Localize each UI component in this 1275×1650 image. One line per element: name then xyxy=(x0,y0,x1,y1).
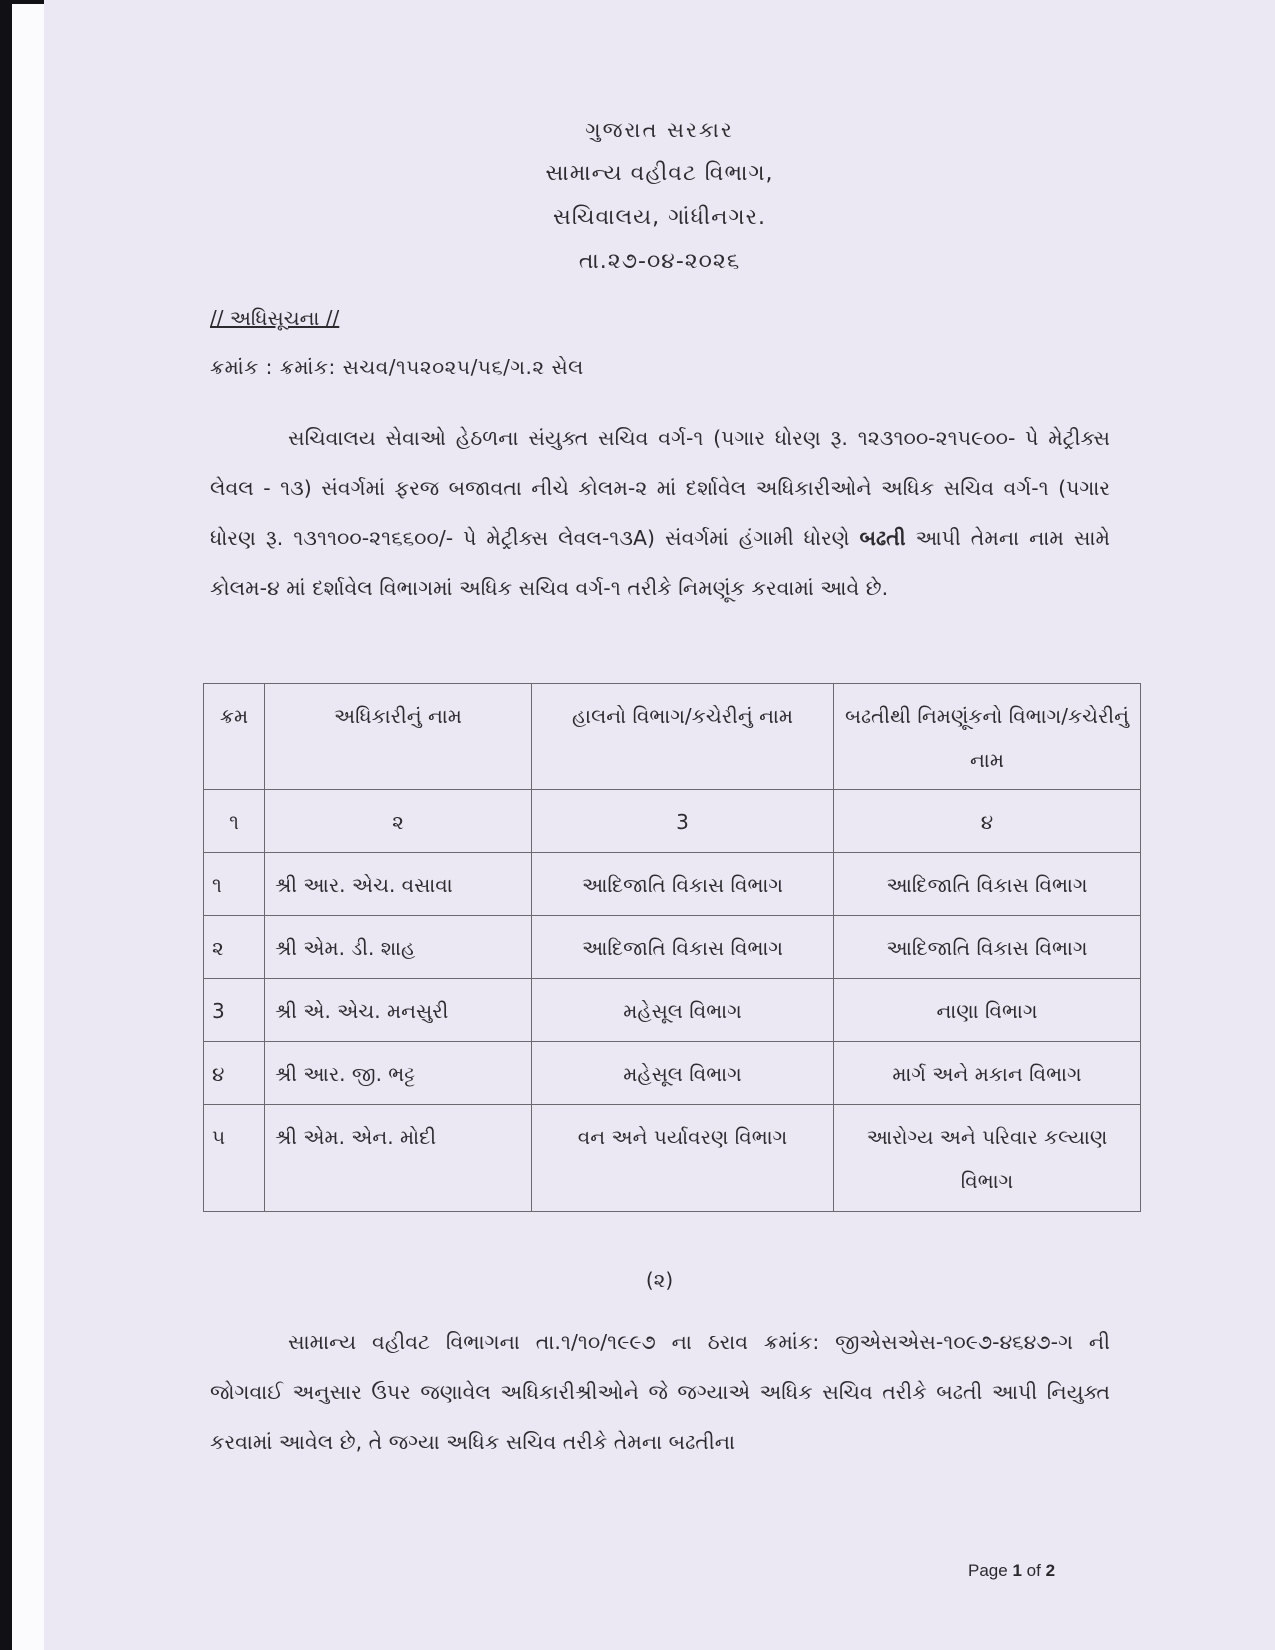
serial-cell: ૪ xyxy=(204,1042,265,1105)
current-page-number: 1 xyxy=(1012,1561,1022,1580)
table-row xyxy=(204,1042,1141,1105)
current-department-cell: વન અને પર્યાવરણ વિભાગ xyxy=(532,1105,834,1212)
officer-name-cell: શ્રી આર. જી. ભટ્ટ xyxy=(265,1042,532,1105)
current-department-cell: મહેસૂલ વિભાગ xyxy=(532,1042,834,1105)
current-department-cell: આદિજાતિ વિકાસ વિભાગ xyxy=(532,853,834,916)
column-number: ૨ xyxy=(265,790,532,853)
department-name: સામાન્ય વહીવટ વિભાગ, xyxy=(545,161,774,186)
new-department-cell: માર્ગ અને મકાન વિભાગ xyxy=(834,1042,1141,1105)
table-row xyxy=(204,916,1141,979)
serial-cell: ૫ xyxy=(204,1105,265,1212)
new-department-cell: આદિજાતિ વિકાસ વિભાગ xyxy=(834,853,1141,916)
paragraph-1-text-a: સચિવાલય સેવાઓ હેઠળના સંયુક્ત સચિવ વર્ગ-૧ (પગાર ધોરણ રૂ. ૧૨૩૧૦૦-૨૧૫૯૦૦- પે મેટ્રીક્સ લેવલ - ૧૩) સંવર્ગમાં ફરજ બજાવતા નીચે કોલમ-૨ માં દર્શાવેલ અધિકારીઓને અધિક સચિવ વર્ગ-૧ (પગાર ધોરણ રૂ. ૧૩૧૧૦૦-૨૧૬૬૦૦/- પે મેટ્રીક્સ લેવલ-૧૩A) સંવર્ગમાં હંગામી ધોરણે xyxy=(210,426,1110,550)
new-department-cell: આદિજાતિ વિકાસ વિભાગ xyxy=(834,916,1141,979)
letterhead xyxy=(44,108,1275,284)
government-name: ગુજરાત સરકાર xyxy=(585,118,734,142)
column-number-row xyxy=(204,790,1141,853)
paragraph-1-text-b: આપી તેમના નામ સામે કોલમ-૪ માં દર્શાવેલ વિભાગમાં અધિક સચિવ વર્ગ-૧ તરીકે નિમણૂંક કરવામાં આવે છે. xyxy=(210,526,1110,600)
header-new-department: બઢતીથી નિમણૂંકનો વિભાગ/કચેરીનું નામ xyxy=(834,684,1141,790)
officer-name-cell: શ્રી એ. એચ. મનસુરી xyxy=(265,979,532,1042)
header-officer-name: અધિકારીનું નામ xyxy=(265,684,532,790)
new-department-cell: આરોગ્ય અને પરિવાર કલ્યાણ વિભાગ xyxy=(834,1105,1141,1212)
scan-border-left xyxy=(0,0,12,1650)
column-number: ૪ xyxy=(834,790,1141,853)
table-row xyxy=(204,979,1141,1042)
notice-title: // અધિસૂચના // xyxy=(210,306,340,330)
scan-margin-strip xyxy=(12,4,44,1650)
paragraph-2-text: સામાન્ય વહીવટ વિભાગના તા.૧/૧૦/૧૯૯૭ ના ઠરાવ ક્રમાંક: જીએસએસ-૧૦૯૭-૪૬૪૭-ગ ની જોગવાઈ અનુસાર ઉપર જણાવેલ અધિકારીશ્રીઓને જે જગ્યાએ અધિક સચિવ તરીકે બઢતી આપી નિયુક્ત કરવામાં આવેલ છે, તે જગ્યા અધિક સચિવ તરીકે તેમના બઢતીના xyxy=(210,1330,1110,1454)
officer-name-cell: શ્રી એમ. ડી. શાહ xyxy=(265,916,532,979)
serial-cell: ૨ xyxy=(204,916,265,979)
new-department-cell: નાણા વિભાગ xyxy=(834,979,1141,1042)
paragraph-2 xyxy=(210,1317,1110,1467)
column-number: 3 xyxy=(532,790,834,853)
document-page xyxy=(44,0,1275,1650)
section-number: (૨) xyxy=(645,1268,674,1292)
table-row xyxy=(204,1105,1141,1212)
header-serial: ક્રમ xyxy=(204,684,265,790)
table-header-row xyxy=(204,684,1141,790)
document-date: તા.૨૭-૦૪-૨૦૨૬ xyxy=(578,249,741,274)
officer-name-cell: શ્રી આર. એચ. વસાવા xyxy=(265,853,532,916)
appointment-table xyxy=(203,683,1141,1212)
officer-name-cell: શ્રી એમ. એન. મોદી xyxy=(265,1105,532,1212)
page-word: Page xyxy=(968,1561,1008,1580)
current-department-cell: આદિજાતિ વિકાસ વિભાગ xyxy=(532,916,834,979)
paragraph-1-bold-word: બઢતી xyxy=(859,526,906,550)
serial-cell: ૧ xyxy=(204,853,265,916)
current-department-cell: મહેસૂલ વિભાગ xyxy=(532,979,834,1042)
of-word: of xyxy=(1026,1561,1041,1580)
paragraph-1 xyxy=(210,413,1110,613)
total-page-count: 2 xyxy=(1045,1561,1056,1580)
header-current-department: હાલનો વિભાગ/કચેરીનું નામ xyxy=(532,684,834,790)
page-number-footer xyxy=(968,1561,1055,1581)
table-row xyxy=(204,853,1141,916)
column-number: ૧ xyxy=(204,790,265,853)
serial-cell: 3 xyxy=(204,979,265,1042)
appointment-table-container xyxy=(203,683,1130,1212)
order-number: ક્રમાંક : ક્રમાંક: સચવ/૧૫૨૦૨૫/૫૬/ગ.૨ સેલ xyxy=(210,355,584,379)
office-location: સચિવાલય, ગાંધીનગર. xyxy=(553,205,766,230)
